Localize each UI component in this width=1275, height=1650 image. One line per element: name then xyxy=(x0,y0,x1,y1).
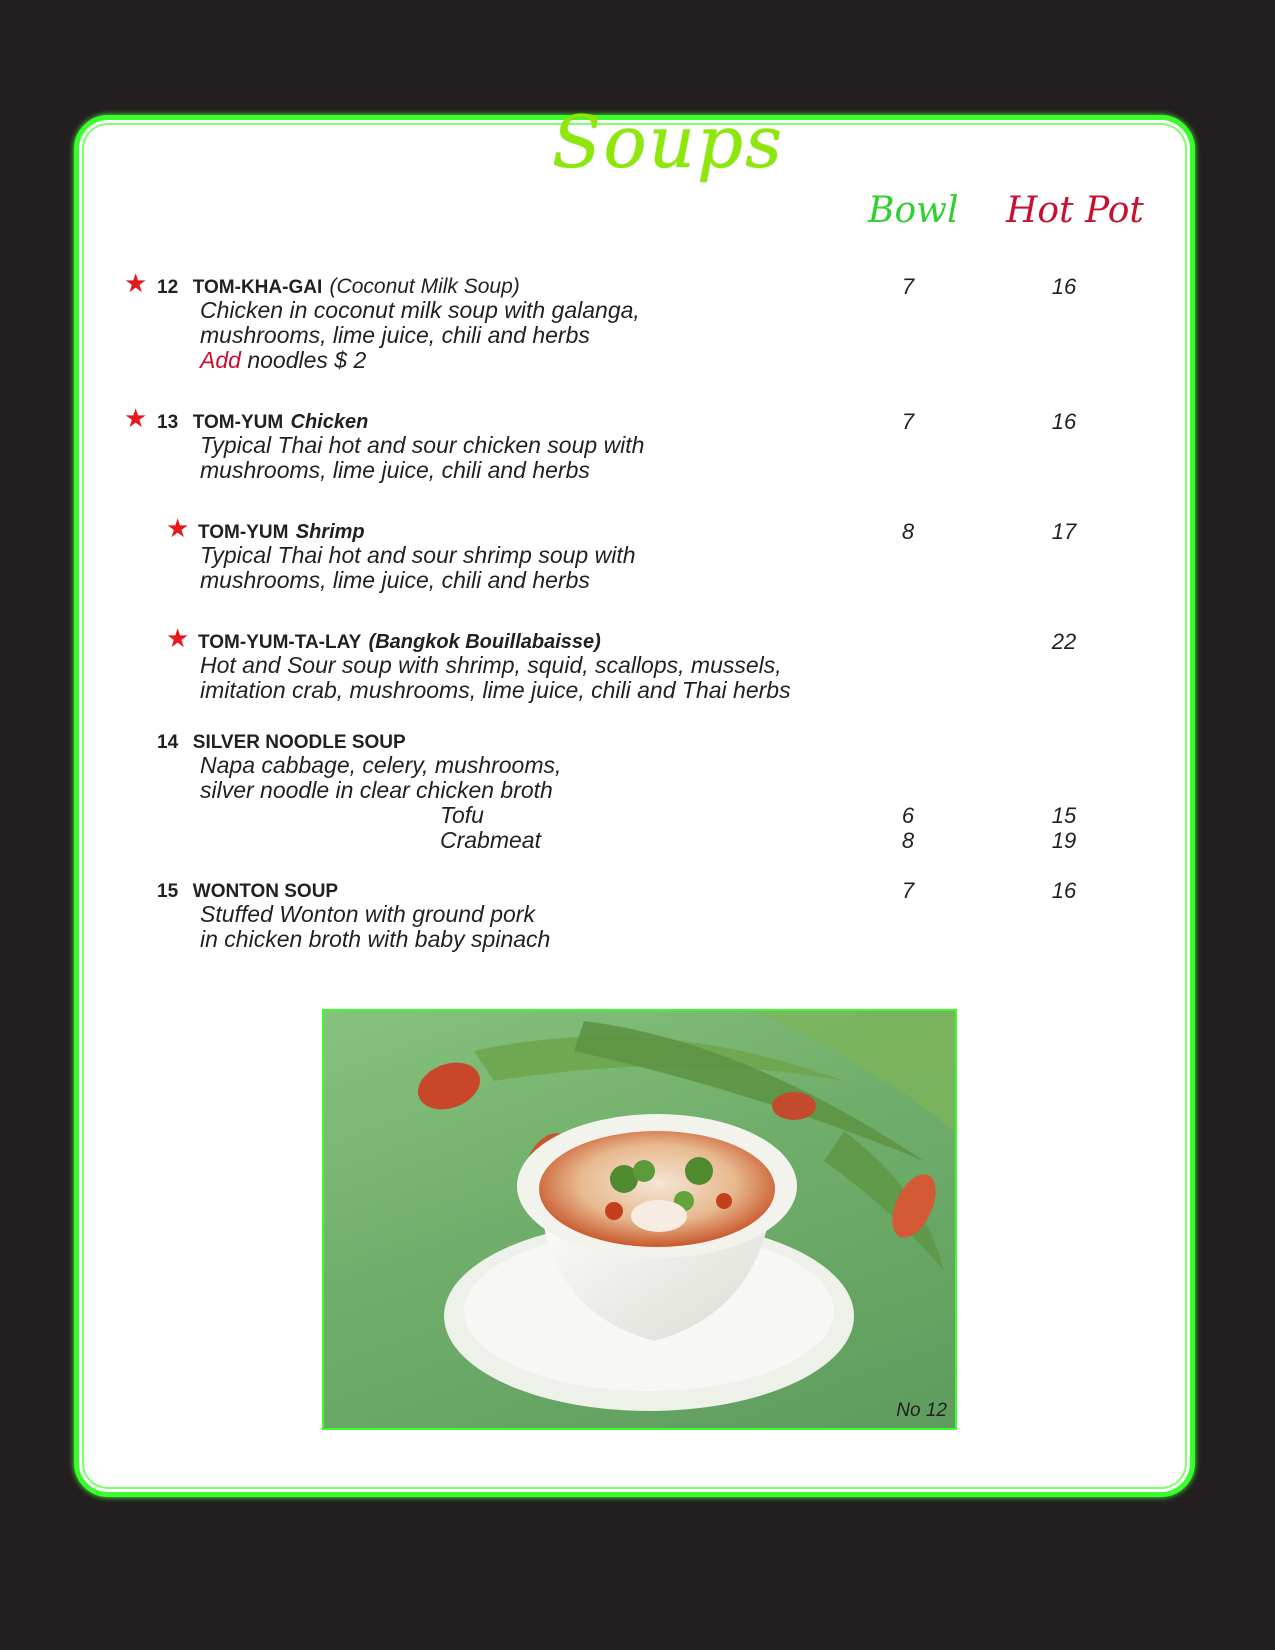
price-hotpot: 22 xyxy=(1051,629,1077,654)
item-subtitle: (Coconut Milk Soup) xyxy=(329,275,520,298)
item-description-line: mushrooms, lime juice, chili and herbs xyxy=(200,457,590,483)
item-name: TOM-YUM-TA-LAY xyxy=(198,632,362,653)
item-name: TOM-YUM xyxy=(192,412,284,433)
item-subtitle: (Bangkok Bouillabaisse) xyxy=(368,631,601,653)
price-hotpot: 16 xyxy=(1051,274,1077,299)
addon-text: noodles $ 2 xyxy=(247,347,367,373)
item-subtitle: Shrimp xyxy=(295,521,365,543)
column-header-hotpot: Hot Pot xyxy=(1006,190,1144,231)
price-hotpot: 17 xyxy=(1051,519,1077,544)
item-option-label: Tofu xyxy=(440,802,484,828)
item-description-line: silver noodle in clear chicken broth xyxy=(200,777,553,803)
item-description-line: mushrooms, lime juice, chili and herbs xyxy=(200,322,590,348)
item-number: 14 xyxy=(157,732,179,753)
item-number: 13 xyxy=(157,412,179,433)
price-bowl: 7 xyxy=(901,274,915,299)
price-hotpot: 16 xyxy=(1051,409,1077,434)
item-description-line: imitation crab, mushrooms, lime juice, chili and Thai herbs xyxy=(200,677,791,703)
price-bowl: 7 xyxy=(901,409,915,434)
spicy-star-icon: ★ xyxy=(166,514,190,544)
item-number: 15 xyxy=(157,881,179,902)
price-bowl: 8 xyxy=(901,828,915,853)
item-description-line: Napa cabbage, celery, mushrooms, xyxy=(200,752,562,778)
page-title: Soups xyxy=(552,100,785,184)
price-bowl: 7 xyxy=(901,878,915,903)
addon-label: Add xyxy=(200,347,241,373)
item-description-line: mushrooms, lime juice, chili and herbs xyxy=(200,567,590,593)
item-option-label: Crabmeat xyxy=(440,827,541,853)
item-description-line: Stuffed Wonton with ground pork xyxy=(200,901,535,927)
price-bowl: 8 xyxy=(901,519,915,544)
item-description-line: Typical Thai hot and sour chicken soup with xyxy=(200,432,645,458)
item-name: WONTON SOUP xyxy=(192,881,339,902)
spicy-star-icon: ★ xyxy=(124,269,148,299)
item-description-line: Hot and Sour soup with shrimp, squid, scallops, mussels, xyxy=(200,652,782,678)
item-name: TOM-YUM xyxy=(198,522,289,543)
price-hotpot: 19 xyxy=(1051,828,1077,853)
spicy-star-icon: ★ xyxy=(166,624,190,654)
item-number: 12 xyxy=(157,277,179,298)
spicy-star-icon: ★ xyxy=(124,404,148,434)
price-bowl: 6 xyxy=(901,803,915,828)
item-subtitle: Chicken xyxy=(290,411,369,433)
price-hotpot: 16 xyxy=(1051,878,1077,903)
item-name: TOM-KHA-GAI xyxy=(192,277,323,298)
photo-caption: No 12 xyxy=(896,1400,947,1421)
column-header-bowl: Bowl xyxy=(868,190,959,231)
price-hotpot: 15 xyxy=(1051,803,1077,828)
item-description-line: Chicken in coconut milk soup with galanga, xyxy=(200,297,640,323)
item-description-line: in chicken broth with baby spinach xyxy=(200,926,551,952)
soup-bowl-illustration xyxy=(324,1011,955,1428)
item-description-line: Typical Thai hot and sour shrimp soup with xyxy=(200,542,636,568)
soup-photo xyxy=(322,1009,957,1430)
item-addon xyxy=(200,348,366,373)
item-name: SILVER NOODLE SOUP xyxy=(192,732,406,753)
